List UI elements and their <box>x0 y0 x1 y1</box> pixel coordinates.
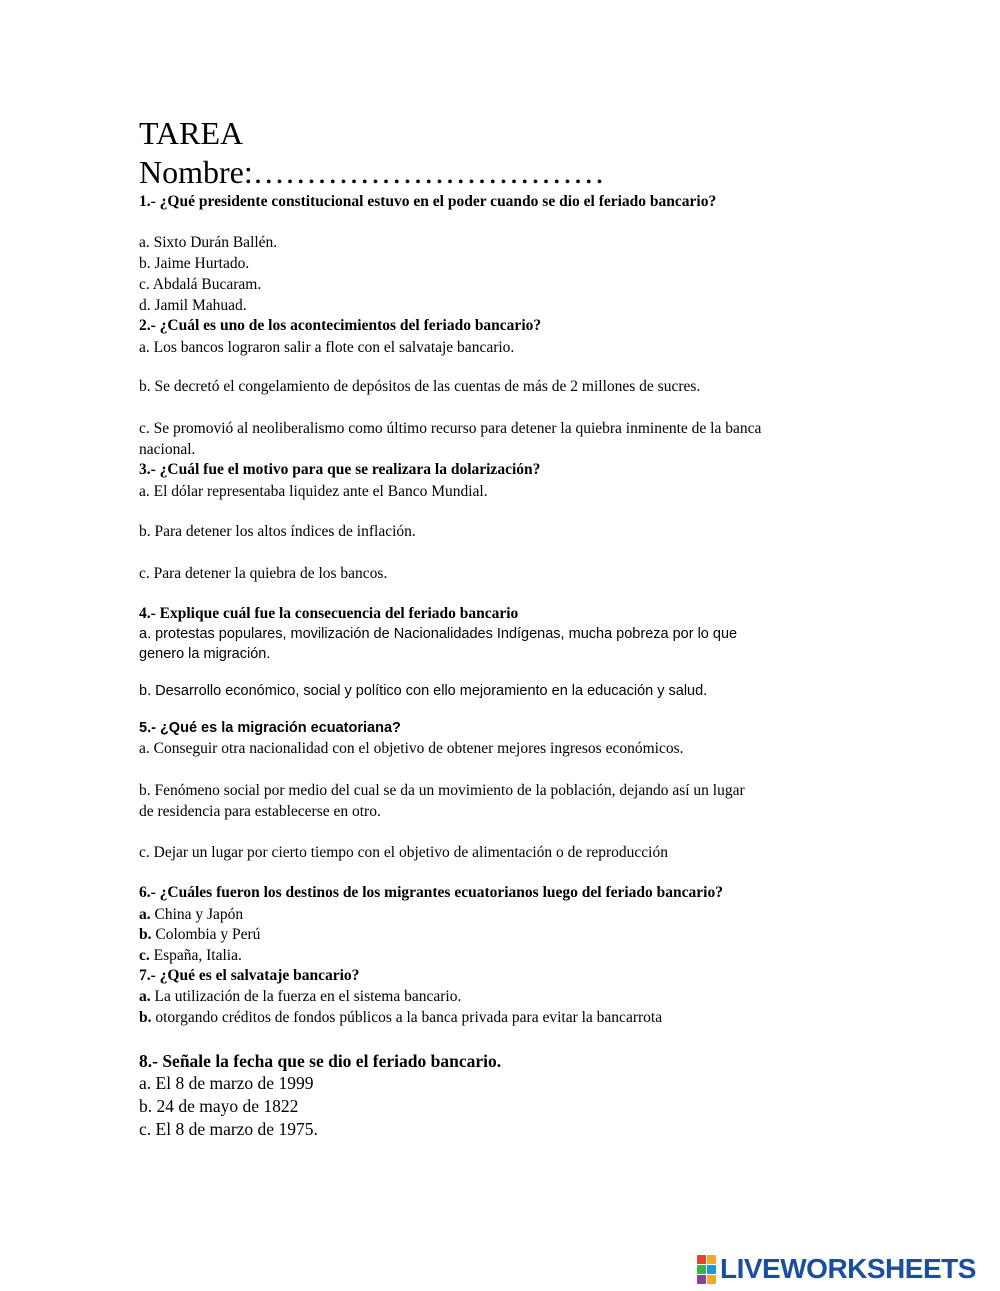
q1-option-c: c. Abdalá Bucaram. <box>139 276 262 293</box>
q1-option-b: b. Jaime Hurtado. <box>139 255 250 272</box>
q2-option-a: a. Los bancos lograron salir a flote con el salvataje bancario. <box>139 339 515 356</box>
q2-option-b: b. Se decretó el congelamiento de depósitos de las cuentas de más de 2 millones de sucres. <box>139 378 701 395</box>
q5-option-c: c. Dejar un lugar por cierto tiempo con el objetivo de alimentación o de reproducción <box>139 844 668 861</box>
q5-option-b: b. Fenómeno social por medio del cual se da un movimiento de la población, dejando así un lugar <box>139 782 745 799</box>
question-2: 2.- ¿Cuál es uno de los acontecimientos del feriado bancario? <box>139 317 542 334</box>
name-field-label: Nombre:…………………………… <box>139 154 605 190</box>
q8-option-b: b. 24 de mayo de 1822 <box>139 1096 299 1116</box>
logo-block <box>707 1275 716 1284</box>
q3-option-a: a. El dólar representaba liquidez ante el Banco Mundial. <box>139 483 488 500</box>
logo-block <box>707 1265 716 1274</box>
question-7: 7.- ¿Qué es el salvataje bancario? <box>139 967 360 984</box>
q6-option-a: a. China y Japón <box>139 906 244 923</box>
liveworksheets-logo <box>697 1252 993 1286</box>
q2-option-c: c. Se promovió al neoliberalismo como último recurso para detener la quiebra inminente de la banca <box>139 420 762 437</box>
question-8: 8.- Señale la fecha que se dio el feriado bancario. <box>139 1051 502 1071</box>
q7-option-b: b. otorgando créditos de fondos públicos a la banca privada para evitar la bancarrota <box>139 1009 663 1026</box>
logo-text: LIVEWORKSHEETS <box>720 1253 976 1284</box>
logo-block <box>697 1265 706 1274</box>
q3-option-c: c. Para detener la quiebra de los bancos. <box>139 565 388 582</box>
q8-option-c: c. El 8 de marzo de 1975. <box>139 1119 318 1139</box>
logo-block <box>697 1275 706 1284</box>
q2-option-c-cont: nacional. <box>139 441 196 458</box>
q1-option-d: d. Jamil Mahuad. <box>139 297 247 314</box>
question-1: 1.- ¿Qué presidente constitucional estuvo en el poder cuando se dio el feriado bancario? <box>139 193 717 210</box>
logo-block <box>707 1255 716 1264</box>
q1-option-a: a. Sixto Durán Ballén. <box>139 234 278 251</box>
q5-option-b-cont: de residencia para establecerse en otro. <box>139 803 381 820</box>
question-6: 6.- ¿Cuáles fueron los destinos de los migrantes ecuatorianos luego del feriado bancario? <box>139 884 723 901</box>
q8-option-a: a. El 8 de marzo de 1999 <box>139 1073 314 1093</box>
logo-block <box>697 1255 706 1264</box>
question-5: 5.- ¿Qué es la migración ecuatoriana? <box>139 720 401 736</box>
q6-option-c: c. España, Italia. <box>139 947 242 964</box>
q3-option-b: b. Para detener los altos índices de inflación. <box>139 523 416 540</box>
question-4: 4.- Explique cuál fue la consecuencia del feriado bancario <box>139 605 519 622</box>
question-3: 3.- ¿Cuál fue el motivo para que se realizara la dolarización? <box>139 461 541 478</box>
q4-option-a: a. protestas populares, movilización de Nacionalidades Indígenas, mucha pobreza por lo que <box>139 626 738 642</box>
q7-option-a: a. La utilización de la fuerza en el sistema bancario. <box>139 988 462 1005</box>
logo-blocks-icon <box>697 1255 716 1284</box>
page-title: TAREA <box>139 115 244 151</box>
q5-option-a: a. Conseguir otra nacionalidad con el objetivo de obtener mejores ingresos económicos. <box>139 740 684 757</box>
q6-option-b: b. Colombia y Perú <box>139 926 261 943</box>
q4-option-b: b. Desarrollo económico, social y político con ello mejoramiento en la educación y salud. <box>139 683 708 699</box>
q4-option-a-cont: genero la migración. <box>139 646 271 662</box>
